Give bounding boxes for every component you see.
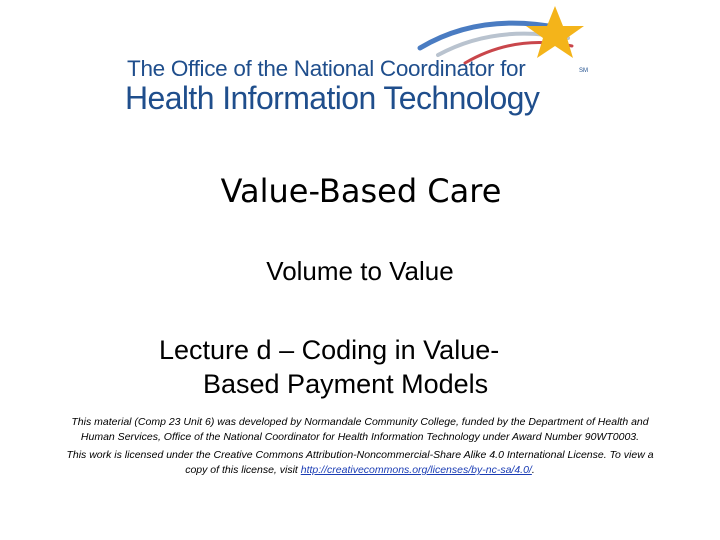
credit-block <box>55 415 665 481</box>
lecture-title-line1: Lecture d – Coding in Value- <box>159 335 500 365</box>
logo-text-office: The Office of the National Coordinator for <box>127 56 526 81</box>
service-mark: SM <box>579 68 588 74</box>
license-text: This work is licensed under the Creative Commons Attribution-Noncommercial-Share Alike 4.0 International License. To view a copy of this license, visit <box>66 449 654 476</box>
lecture-title-line2: Based Payment Models <box>203 369 489 399</box>
funding-statement: This material (Comp 23 Unit 6) was developed by Normandale Community College, funded by the Department of Health and Human Services, Office of the National Coordinator for Health Information Technology under Award Number 90WT0003. <box>71 416 649 443</box>
license-link[interactable]: http://creativecommons.org/licenses/by-nc-sa/4.0/ <box>300 464 532 476</box>
lecture-title <box>150 333 590 401</box>
slide-subtitle: Volume to Value <box>266 256 454 286</box>
license-suffix: . <box>531 464 535 476</box>
onc-logo <box>120 0 600 125</box>
logo-text-hit: Health Information Technology <box>125 80 540 116</box>
slide-title: Value-Based Care <box>220 172 502 210</box>
license-statement <box>55 448 665 478</box>
star-icon <box>526 6 584 58</box>
